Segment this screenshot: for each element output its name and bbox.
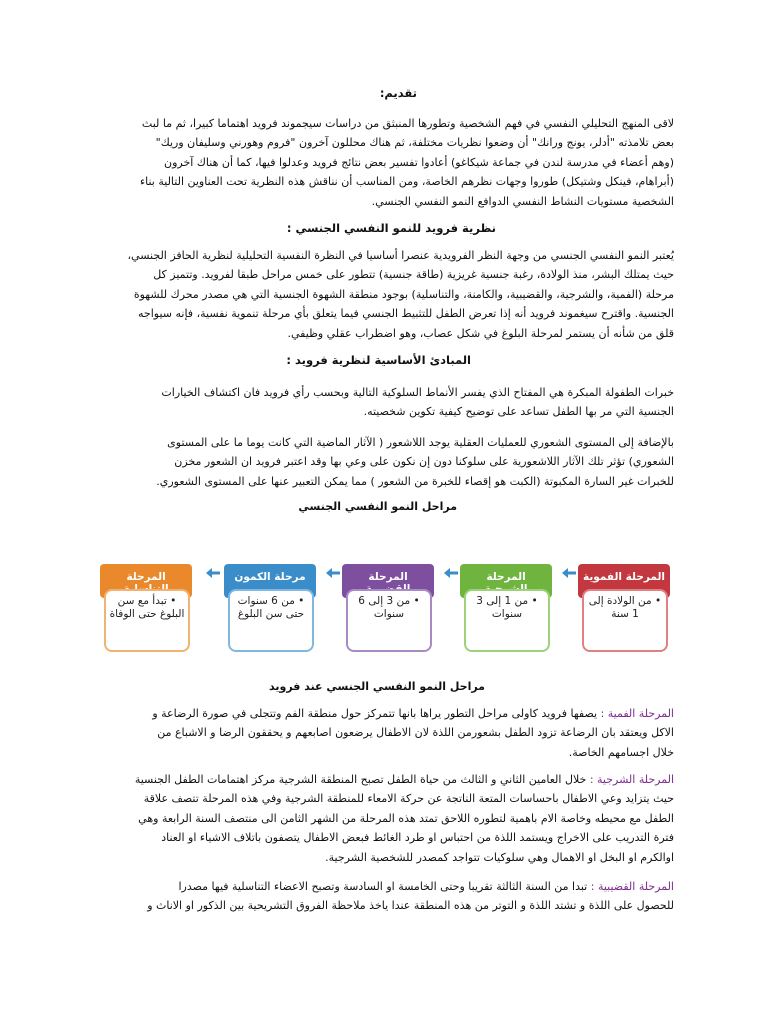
- text-line: (أبراهام، فينكل وشتيكل) طوروا وجهات نظرهم الخاصة، ومن المناسب أن نناقش هذه النظرية تحت العناوين التالية بناء: [139, 175, 674, 189]
- theory-heading: نظرية فرويد للنمو النفسي الجنسي :: [286, 221, 496, 235]
- text-line: خلال اجسامهم الخاصة.: [568, 745, 674, 759]
- text-line-content: تبدا من السنة الثالثة تقريبا وحتى الخامسة او السادسة وتصبح الاعضاء التناسلية فيها مصدرا: [178, 880, 588, 893]
- text-line: لاقى المنهج التحليلي النفسي في فهم الشخصية وتطورها المنبثق من دراسات سيجموند فرويد اهتماما كبيرا، ثم ما لبث: [141, 117, 674, 130]
- stage-text: • من 1 إلى 3 سنوات: [476, 595, 538, 620]
- text-line: خبرات الطفولة المبكرة هي المفتاح الذي يفسر الأنماط السلوكية التالية وبحسب رأي فرويد فان اكتشاف الخيارات: [161, 386, 674, 399]
- text-line: (وهم أعضاء في مدرسة لندن في جماعة شيكاغو) أعادوا تفسير بعض نتائج فرويد وعدلوا فيها، كما أن هناك آخرون: [164, 155, 674, 169]
- principles-paragraph-2: [92, 433, 674, 491]
- text-line: الشخصية مستويات النشاط النفسي الدوافع النمو النفسي الجنسي.: [371, 194, 674, 208]
- text-line: حيث يمتلك البشر، منذ الولادة، رغبة جنسية غريزية (طاقة جنسية) تتطور على خمس مراحل طبقا لفرويد. وتتميز كل: [153, 268, 674, 282]
- text-line: [92, 877, 674, 896]
- text-line: الجنسية التي مر بها الطفل تساعد على توضيح كيفية تكوين شخصيته.: [363, 405, 674, 419]
- stage-text: • من 6 سنوات حتى سن البلوغ: [237, 595, 305, 620]
- stage-body: [346, 589, 432, 652]
- text-line: للخبرات غير السارة المكبوتة (الكبت هو إقصاء للخبرة من الشعور ) مما يمكن التعبير عنها على المستوى الشعوري.: [156, 474, 674, 488]
- text-line: بالإضافة إلى المستوى الشعوري للعمليات العقلية يوجد اللاشعور ( الآثار الماضية التي كانت يوما ما على المستوى: [167, 436, 674, 449]
- arrow-left-icon: [206, 568, 220, 578]
- principles-paragraph-1: [92, 383, 674, 422]
- text-line: يُعتبر النمو النفسي الجنسي من وجهة النظر الفرويدية عنصرا أساسيا في النظرة النفسية التحليلية لنظرية الحافز الجنسي،: [127, 249, 674, 262]
- arrow-left-icon: [562, 568, 576, 578]
- stage-genital: [100, 564, 192, 644]
- stage-text: • تبدأ مع سن البلوغ حتى الوفاة: [109, 595, 185, 620]
- text-line: الطفل مع محيطه وخاصة الام باهمية لتطوره اللاحق تمتد هذه المرحلة من الشهر الثامن الى منتصف السنة الرابعة وهي: [138, 811, 674, 825]
- text-line: قلق من شأنه أن يستمر لمرحلة البلوغ في شكل عصاب، وهو اضطراب عقلي وظيفي.: [287, 326, 674, 340]
- oral-paragraph: [92, 704, 674, 762]
- theory-paragraph: [92, 246, 674, 343]
- text-line: للحصول على اللذة و تشتد اللذة و التوتر من هذه المنطقة عندا ياخذ ملاحظة الفروق التشريحية بين الذكور او الاناث و: [147, 899, 674, 913]
- stage-body: [104, 589, 190, 652]
- text-line: الاكل ويعتقد بان الرضاعة تزود الطفل بشعورمن اللذة لان الاطفال يرضعون اصابعهم و يحققون الرضا و الاشباع من: [157, 726, 674, 740]
- text-line: الجنسية. واقترح سيغموند فرويد أنه إذا تعرض الطفل للتثبيط الجنسي فيما يتعلق بأي مرحلة تنموية نفسية، فإنه سيواجه: [138, 307, 674, 321]
- intro-paragraph: [92, 114, 674, 211]
- text-line-content: يصفها فرويد كاولى مراحل التطور يراها بانها تتمركز حول منطقة الفم وتتجلى في صورة الرضاعة و: [152, 707, 598, 720]
- text-line: الشعوري) تؤثر تلك الآثار اللاشعورية على سلوكنا دون إن نكون على وعي بها وقد اعتبر فرويد ان الشعور مخزن: [174, 455, 674, 469]
- text-line: فترة التدريب على الاخراج ويستمد اللذة من احتباس او طرد الغائط فبعض الاطفال يتصفون باتلاف الاشياء او العناد: [161, 831, 674, 845]
- diagram-title: مراحل النمو النفسي الجنسي: [298, 500, 457, 513]
- stages-heading: مراحل النمو النفسي الجنسي عند فرويد: [269, 680, 485, 693]
- stage-title: المرحلة: [486, 571, 526, 583]
- anal-paragraph: [92, 770, 674, 867]
- stage-title: المرحلة: [368, 571, 408, 583]
- phallic-paragraph: [92, 877, 674, 916]
- stage-title: مرحلة الكمون: [234, 571, 306, 583]
- text-line: حيث يتزايد وعي الاطفال باحساسات المتعة الناتجة عن حركة الامعاء للمنطقة الشرجية وفي هذه المرحلة تتصف علاقة: [143, 792, 674, 806]
- arrow-left-icon: [326, 568, 340, 578]
- text-line: بعض تلامذته "أدلر، يونج ورانك" أن وضعوا نظريات مختلفة، ثم هناك محللون آخرون "فروم وهورني وسليفان وريك": [155, 136, 674, 150]
- text-line: اوالكرم او البخل او الاهمال وهي سلوكيات تتواجد كمصدر للشخصية الشرجية.: [325, 850, 674, 864]
- principles-heading: المبادئ الأساسية لنظرية فرويد :: [286, 353, 471, 367]
- stage-phallic: [342, 564, 434, 644]
- oral-term: المرحلة الفمية :: [600, 707, 674, 720]
- text-line-content: خلال العامين الثاني و الثالث من حياة الطفل تصبح المنطقة الشرجية مركز اهتمامات الطفل الجنسية: [134, 773, 587, 786]
- stage-text: • من 3 إلى 6 سنوات: [358, 595, 420, 620]
- stage-title: المرحلة الفموية: [582, 571, 666, 583]
- phallic-term: المرحلة القضيبية :: [590, 880, 674, 893]
- arrow-left-icon: [444, 568, 458, 578]
- anal-term: المرحلة الشرجية :: [589, 773, 674, 786]
- stage-anal: [460, 564, 552, 644]
- text-line: مرحلة (الفمية، والشرجية، والقضيبية، والكامنة، والتناسلية) بوجود منطقة الشهوة الجنسية التي هي مصدر محرك للشهوة: [133, 287, 674, 301]
- stage-body: [582, 589, 668, 652]
- stage-body: [464, 589, 550, 652]
- stage-body: [228, 589, 314, 652]
- stage-text: • من الولادة إلى 1 سنة: [588, 595, 662, 620]
- stage-oral: [578, 564, 670, 644]
- text-line: [92, 704, 674, 723]
- intro-heading: تقديم:: [379, 86, 417, 100]
- text-line: [92, 770, 674, 789]
- stage-title: المرحلة: [126, 571, 166, 583]
- stage-latency: [224, 564, 316, 644]
